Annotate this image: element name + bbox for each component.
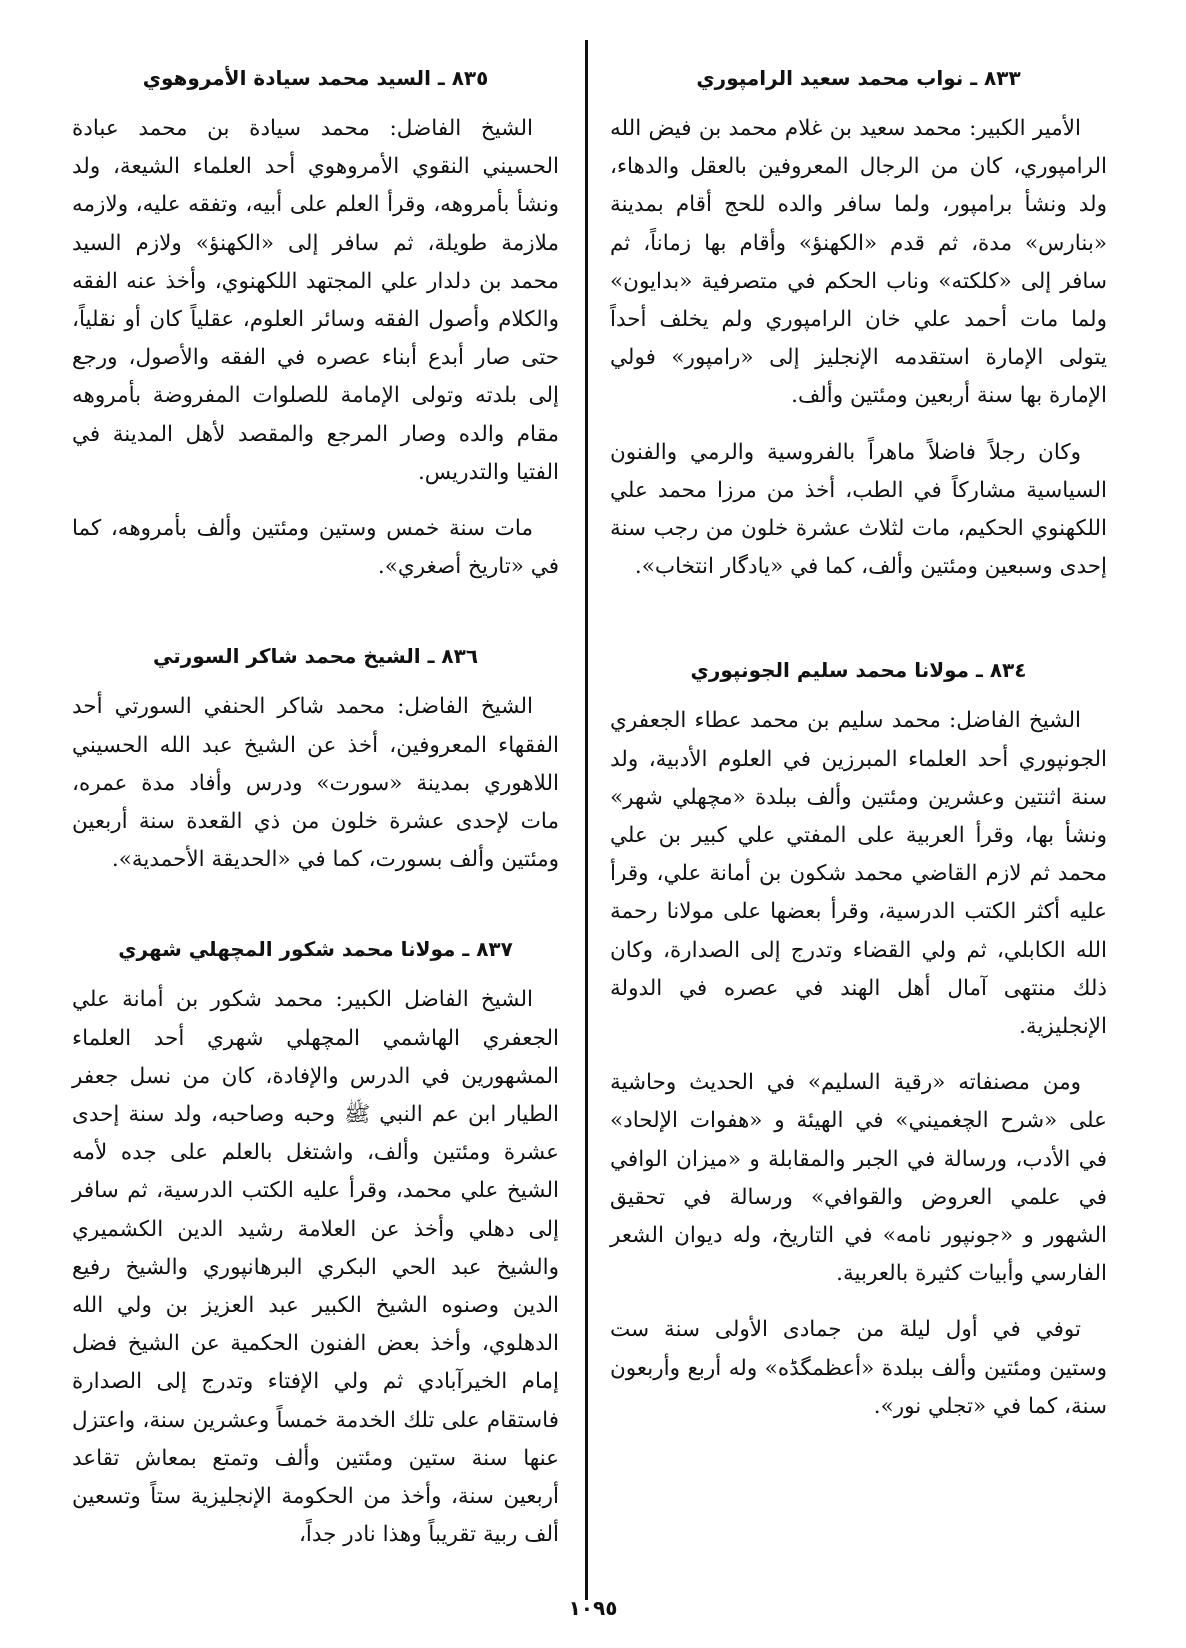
left-column [72,48,559,1573]
entry-837-heading: ٨٣٧ ـ مولانا محمد شكور المچهلي شهري [118,937,513,962]
entry-836-heading: ٨٣٦ ـ الشيخ محمد شاكر السورتي [152,644,479,669]
column-divider [585,40,588,1600]
entry-834-paragraph-3: توفي في أول ليلة من جمادى الأولى سنة ست وستين ومئتين وألف ببلدة «أعظمگڈه» وله أربع وأربعون سنة، كما في «تجلي نور». [610,1317,1107,1419]
section-gap [72,897,559,919]
entry-834-heading: ٨٣٤ ـ مولانا محمد سليم الجونپوري [690,658,1027,683]
entry-835-paragraph-2: مات سنة خمس وستين ومئتين وألف بأمروهه، كما في «تاريخ أصغري». [72,516,559,580]
section-gap [72,604,559,626]
entry-833-paragraph-1: الأمير الكبير: محمد سعيد بن غلام محمد بن فيض الله الرامپوري، كان من الرجال المعروفين بالعقل والدهاء، ولد ونشأ برامپور، ولما سافر والده للحج أقام بمدينة «بنارس» مدة، ثم قدم «الكهنؤ» وأقام بها زماناً، ثم سافر إلى «كلكته» وناب الحكم في متصرفية «بدايون» ولما مات أحمد علي خان الرامپوري ولم يخلف أحداً يتولى الإمارة استقدمه الإنجليز إلى «رامپور» فولي الإمارة بها سنة أربعين ومئتين وألف. [610,116,1107,409]
entry-833-paragraph-2: وكان رجلاً فاضلاً ماهراً بالفروسية والرمي والفنون السياسية مشاركاً في الطب، أخذ من مرزا محمد علي اللكهنوي الحكيم، مات لثلاث عشرة خلون من رجب سنة إحدى وسبعين ومئتين وألف، كما في «يادگار انتخاب». [610,439,1107,580]
entry-836-paragraph-1: الشيخ الفاضل: محمد شاكر الحنفي السورتي أحد الفقهاء المعروفين، أخذ عن الشيخ عبد الله الحسيني اللاهوري بمدينة «سورت» ودرس وأفاد مدة عمره، مات لإحدى عشرة خلون من ذي القعدة سنة أربعين ومئتين وألف بسورت، كما في «الحديقة الأحمدية». [72,694,559,873]
entry-834-paragraph-2: ومن مصنفاته «رقية السليم» في الحديث وحاشية على «شرح الچغميني» في الهيئة و «هفوات الإلحاد» في الأدب، ورسالة في الجبر والمقابلة و «ميزان الوافي في علمي العروض والقوافي» ورسالة في تحقيق الشهور و «جونپور نامه» في التاريخ، وله ديوان الشعر الفارسي وأبيات كثيرة بالعربية. [610,1070,1107,1287]
entry-833-heading: ٨٣٣ ـ نواب محمد سعيد الرامپوري [696,66,1021,90]
entry-835-heading: ٨٣٥ ـ السيد محمد سيادة الأمروهوي [142,66,489,90]
page-number: ١٠٩٥ [568,1596,618,1620]
entry-835-paragraph-1: الشيخ الفاضل: محمد سيادة بن محمد عبادة الحسيني النقوي الأمروهوي أحد العلماء الشيعة، ولد ونشأ بأمروهه، وقرأ العلم على أبيه، وتفقه عليه، ولازمه ملازمة طويلة، ثم سافر إلى «الكهنؤ» ولازم السيد محمد بن دلدار علي المجتهد اللكهنوي، وأخذ عنه الفقه والكلام وأصول الفقه وسائر العلوم، عقلياً كان أو نقلياً، حتى صار أبدع أبناء عصره في الفقه والأصول، ورجع إلى بلدته وتولى الإمامة للصلوات المفروضة بأمروهه مقام والده وصار المرجع والمقصد لأهل المدينة في الفتيا والتدريس. [72,116,559,485]
section-gap [610,604,1107,640]
entry-834-paragraph-1: الشيخ الفاضل: محمد سليم بن محمد عطاء الجعفري الجونپوري أحد العلماء المبرزين في العلوم الأدبية، ولد سنة اثنتين وعشرين ومئتين وألف ببلدة «مچهلي شهر» ونشأ بها، وقرأ العربية على المفتي علي كبير بن علي محمد ثم لازم القاضي محمد شكون بن أمانة علي، وقرأ عليه أكثر الكتب الدرسية، وقرأ بعضها على مولانا رحمة الله الكابلي، ثم ولي القضاء وتدرج إلى الصدارة، وكان ذلك منتهى آمال أهل الهند في عصره في الدولة الإنجليزية. [610,708,1107,1040]
entry-837-paragraph-1: الشيخ الفاضل الكبير: محمد شكور بن أمانة علي الجعفري الهاشمي المچهلي شهري أحد العلماء المشهورين في الدرس والإفادة، كان من نسل جعفر الطيار ابن عم النبي ﷺ وحبه وصاحبه، ولد سنة إحدى عشرة ومئتين وألف، واشتغل بالعلم على جده لأمه الشيخ علي محمد، وقرأ عليه الكتب الدرسية، ثم سافر إلى دهلي وأخذ عن العلامة رشيد الدين الكشميري والشيخ عبد الحي البكري البرهانپوري والشيخ رفيع الدين وصنوه الشيخ الكبير عبد العزيز بن ولي الله الدهلوي، وأخذ بعض الفنون الحكمية عن الشيخ فضل إمام الخيرآبادي ثم ولي الإفتاء وتدرج إلى الصدارة فاستقام على تلك الخدمة خمساً وعشرين سنة، واعتزل عنها سنة ستين ومئتين وألف وتمتع بمعاش تقاعد أربعين سنة، وأخذ من الحكومة الإنجليزية ستاً وتسعين ألف ربية تقريباً وهذا نادر جداً، [72,987,559,1548]
right-column [610,48,1107,1444]
